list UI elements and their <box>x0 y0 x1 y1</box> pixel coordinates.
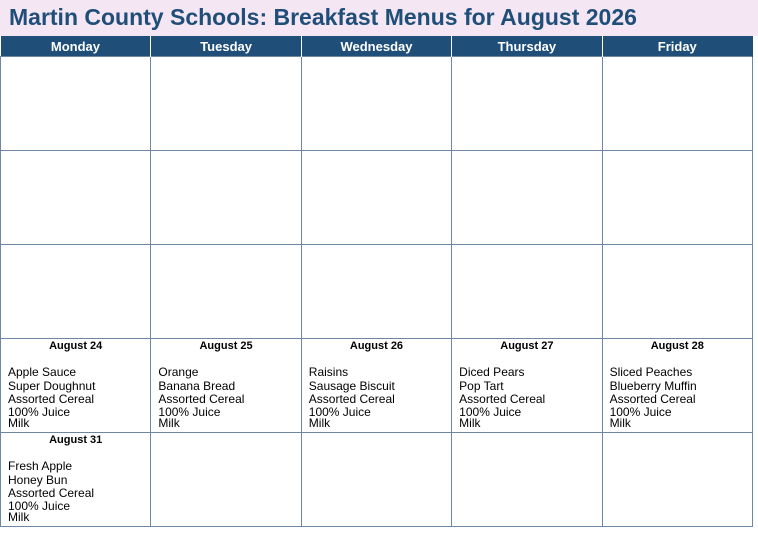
day-cell-content <box>1 433 150 526</box>
menu-item: Milk <box>459 415 481 430</box>
menu-items <box>603 366 752 429</box>
menu-calendar <box>0 36 753 527</box>
day-cell <box>1 151 151 245</box>
day-cell-content <box>151 433 300 526</box>
day-cell-content <box>1 57 150 150</box>
day-cell-content <box>302 57 451 150</box>
day-cell-content <box>452 339 601 432</box>
day-cell <box>151 245 301 339</box>
menu-item: Sausage Biscuit <box>308 378 395 393</box>
day-cell <box>301 433 451 527</box>
menu-item: 100% Juice <box>8 404 71 419</box>
weekday-header: Tuesday <box>151 36 301 57</box>
menu-items <box>151 366 300 429</box>
menu-item: Sliced Peaches <box>609 365 693 379</box>
day-cell-content <box>302 151 451 244</box>
day-cell-content <box>302 433 451 526</box>
day-cell <box>1 57 151 151</box>
day-cell <box>452 57 602 151</box>
day-cell <box>301 151 451 245</box>
day-cell-content <box>1 151 150 244</box>
day-cell-content <box>151 339 300 432</box>
day-cell-content <box>1 339 150 432</box>
menu-item: Assorted Cereal <box>158 392 245 406</box>
menu-item: Milk <box>609 415 631 430</box>
menu-item: Milk <box>158 415 180 430</box>
menu-item: Banana Bread <box>158 378 236 393</box>
day-cell <box>151 433 301 527</box>
day-cell <box>151 57 301 151</box>
day-cell <box>1 245 151 339</box>
menu-item: 100% Juice <box>8 498 71 513</box>
day-cell-content <box>603 245 752 338</box>
day-cell <box>602 245 752 339</box>
day-date: August 27 <box>500 340 554 352</box>
day-cell <box>602 151 752 245</box>
day-cell-content <box>302 339 451 432</box>
weekday-header: Monday <box>1 36 151 57</box>
menu-item: Milk <box>8 415 30 430</box>
menu-item: Blueberry Muffin <box>609 378 697 393</box>
menu-item: Diced Pears <box>459 365 525 379</box>
day-cell <box>151 151 301 245</box>
menu-item: Super Doughnut <box>8 378 96 393</box>
menu-item: Assorted Cereal <box>8 392 95 406</box>
day-cell-content <box>603 57 752 150</box>
menu-item: Raisins <box>308 365 349 379</box>
weekday-header: Thursday <box>452 36 602 57</box>
weekday-header: Friday <box>602 36 752 57</box>
day-cell-content <box>452 57 601 150</box>
menu-item: 100% Juice <box>609 404 672 419</box>
day-date: August 31 <box>49 434 103 446</box>
day-cell-content <box>1 245 150 338</box>
day-cell <box>1 339 151 433</box>
day-cell-content <box>151 57 300 150</box>
day-cell <box>452 245 602 339</box>
menu-item: Assorted Cereal <box>609 392 696 406</box>
menu-item: Orange <box>158 365 199 379</box>
day-cell <box>301 339 451 433</box>
day-cell-content <box>302 245 451 338</box>
day-cell-content <box>452 151 601 244</box>
day-cell <box>151 339 301 433</box>
title-bar <box>0 0 758 36</box>
week-row <box>1 151 753 245</box>
week-row <box>1 245 753 339</box>
menu-item: Assorted Cereal <box>8 486 95 500</box>
menu-item: Assorted Cereal <box>459 392 546 406</box>
menu-item: 100% Juice <box>459 404 522 419</box>
day-date: August 24 <box>49 340 103 352</box>
day-cell <box>452 433 602 527</box>
day-date: August 25 <box>199 340 253 352</box>
day-date: August 28 <box>650 340 704 352</box>
day-cell <box>602 57 752 151</box>
menu-item: Fresh Apple <box>8 459 73 473</box>
day-cell-content <box>452 245 601 338</box>
weekday-header: Wednesday <box>301 36 451 57</box>
day-cell <box>301 57 451 151</box>
day-cell-content <box>151 245 300 338</box>
day-cell-content <box>603 433 752 526</box>
day-cell <box>602 433 752 527</box>
weekday-header-row <box>1 36 753 57</box>
menu-items <box>1 460 150 523</box>
menu-item: Milk <box>8 509 30 524</box>
menu-items <box>1 366 150 429</box>
page-title: Martin County Schools: Breakfast Menus for August 2026 <box>9 4 637 30</box>
menu-items <box>452 366 601 429</box>
day-cell-content <box>603 339 752 432</box>
week-row <box>1 433 753 527</box>
menu-item: Honey Bun <box>8 472 68 487</box>
menu-item: Apple Sauce <box>8 365 77 379</box>
day-cell-content <box>603 151 752 244</box>
week-row <box>1 57 753 151</box>
menu-items <box>302 366 451 429</box>
day-cell-content <box>151 151 300 244</box>
menu-item: 100% Juice <box>158 404 221 419</box>
day-date: August 26 <box>349 340 404 352</box>
menu-item: 100% Juice <box>308 404 371 419</box>
day-cell <box>452 339 602 433</box>
menu-item: Pop Tart <box>459 378 504 393</box>
day-cell <box>452 151 602 245</box>
day-cell <box>301 245 451 339</box>
page-bottom <box>0 531 758 541</box>
day-cell <box>602 339 752 433</box>
menu-item: Milk <box>308 415 331 430</box>
day-cell <box>1 433 151 527</box>
week-row <box>1 339 753 433</box>
day-cell-content <box>452 433 601 526</box>
menu-item: Assorted Cereal <box>308 392 395 406</box>
